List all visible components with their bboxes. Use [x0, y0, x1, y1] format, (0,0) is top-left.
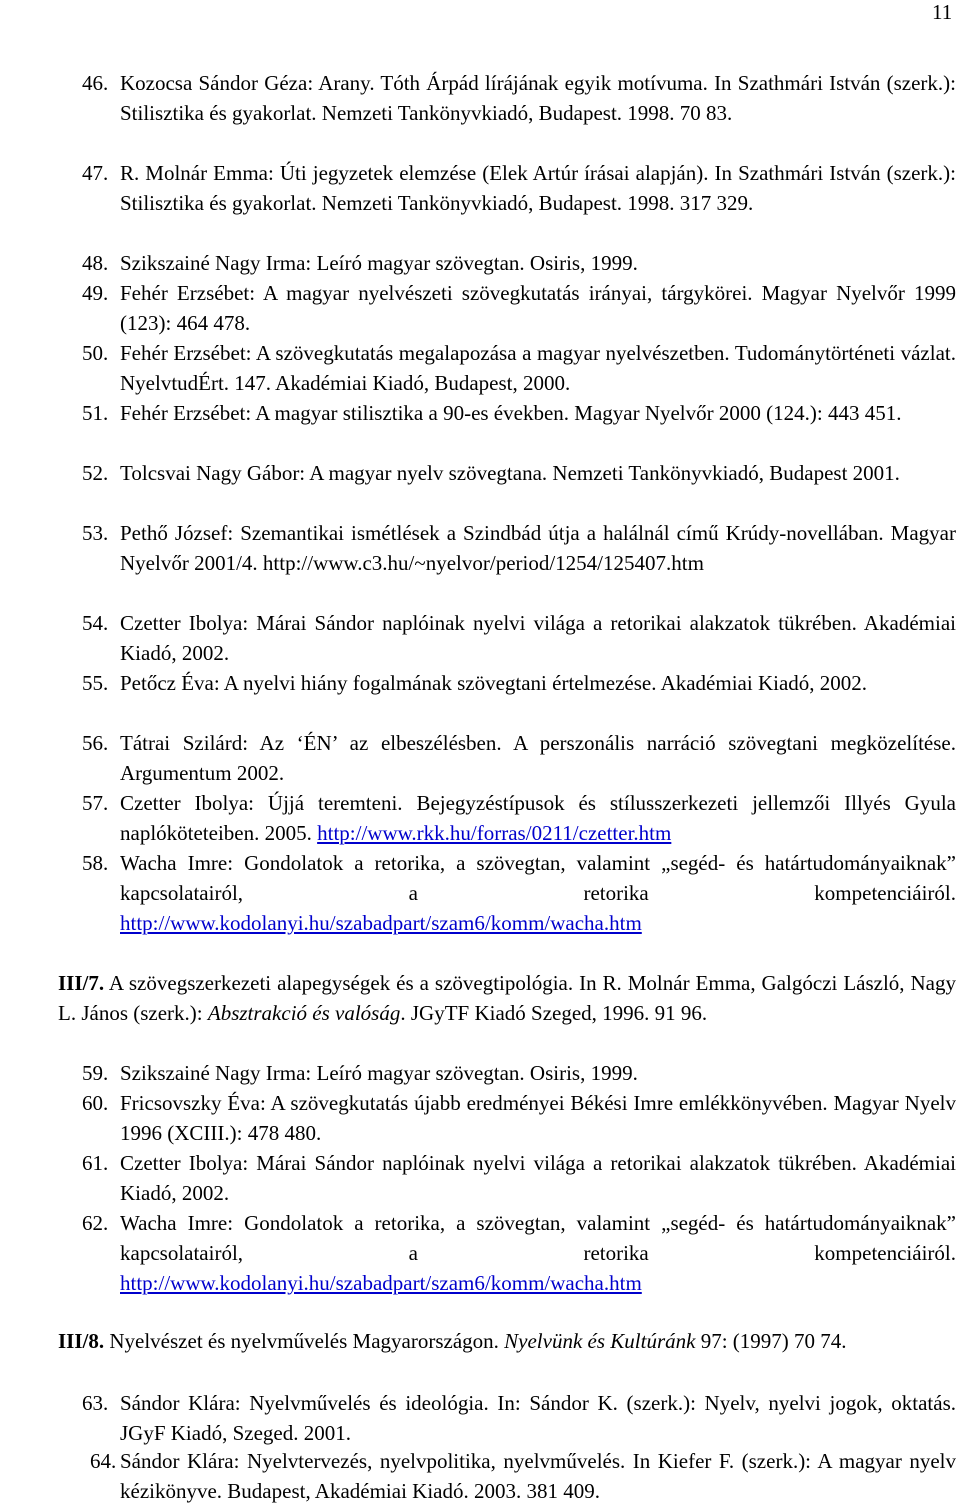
- reference-item: [82, 248, 956, 278]
- reference-number: 59.: [82, 1061, 109, 1085]
- reference-item: [82, 668, 956, 698]
- reference-item: [82, 278, 956, 338]
- reference-number: 48.: [82, 251, 109, 275]
- reference-number: 55.: [82, 671, 109, 695]
- reference-number: 60.: [82, 1091, 109, 1115]
- reference-item: [82, 608, 956, 668]
- reference-text: Kozocsa Sándor Géza: Arany. Tóth Árpád lírájának egyik motívuma. In Szathmári István (szerk.): Stilisztika és gyakorlat. Nemzeti Tankönyvkiadó, Budapest. 1998. 70 83.: [120, 71, 956, 125]
- reference-item: [82, 1088, 956, 1148]
- reference-item: [82, 68, 956, 128]
- reference-text: Sándor Klára: Nyelvtervezés, nyelvpolitika, nyelvművelés. In Kiefer F. (szerk.): A magyar nyelv kézikönyve. Budapest, Akadémiai Kiadó. 2003. 381 409.: [120, 1449, 956, 1503]
- reference-number: 50.: [82, 341, 109, 365]
- reference-number: 46.: [82, 71, 109, 95]
- reference-text: Fehér Erzsébet: A magyar nyelvészeti szövegkutatás irányai, tárgykörei. Magyar Nyelvőr 1999 (123): 464 478.: [120, 281, 956, 335]
- reference-item: [82, 1148, 956, 1208]
- reference-number: 57.: [82, 791, 109, 815]
- section-italic-title: Absztrakció és valóság: [207, 1001, 401, 1025]
- reference-number: 52.: [82, 461, 109, 485]
- section-italic-title: Nyelvünk és Kultúránk: [504, 1329, 696, 1353]
- reference-text: R. Molnár Emma: Úti jegyzetek elemzése (Elek Artúr írásai alapján). In Szathmári István (szerk.): Stilisztika és gyakorlat. Nemzeti Tankönyvkiadó, Budapest. 1998. 317 329.: [120, 161, 956, 215]
- reference-number: 63.: [82, 1391, 109, 1415]
- reference-item: [82, 1446, 956, 1506]
- reference-item: [82, 458, 956, 488]
- reference-item: [82, 1388, 956, 1448]
- reference-item: [82, 728, 956, 788]
- reference-item: [82, 158, 956, 218]
- reference-text: [120, 788, 956, 848]
- section-number: III/8.: [58, 1329, 105, 1353]
- reference-link[interactable]: http://www.kodolanyi.hu/szabadpart/szam6/komm/wacha.htm: [120, 911, 642, 935]
- section-text: A szövegszerkezeti alapegységek és a szövegtipológia. In R. Molnár Emma, Galgóczi László, Nagy L. János (szerk.):: [58, 971, 956, 1025]
- page-number: 11: [932, 0, 953, 24]
- reference-item: [82, 1208, 956, 1298]
- reference-number: 53.: [82, 521, 109, 545]
- reference-item: [82, 1058, 956, 1088]
- section-text-tail: 97: (1997) 70 74.: [695, 1329, 847, 1353]
- reference-text: [120, 848, 956, 938]
- reference-item: [82, 788, 956, 848]
- reference-link[interactable]: http://www.kodolanyi.hu/szabadpart/szam6/komm/wacha.htm: [120, 1271, 642, 1295]
- reference-body: Czetter Ibolya: Újjá teremteni. Bejegyzéstípusok és stílusszerkezeti jellemzői Illyés Gyula naplóköteteiben. 2005.: [120, 791, 956, 845]
- reference-number: 58.: [82, 851, 109, 875]
- reference-text: Szikszainé Nagy Irma: Leíró magyar szövegtan. Osiris, 1999.: [120, 251, 638, 275]
- reference-body: Wacha Imre: Gondolatok a retorika, a szövegtan, valamint „segéd- és határtudományaiknak” kapcsolatairól, a retorika kompetenciáiról.: [120, 851, 956, 905]
- reference-text: Szikszainé Nagy Irma: Leíró magyar szövegtan. Osiris, 1999.: [120, 1061, 638, 1085]
- reference-text: Fehér Erzsébet: A szövegkutatás megalapozása a magyar nyelvészetben. Tudománytörténeti vázlat. NyelvtudÉrt. 147. Akadémiai Kiadó, Budapest, 2000.: [120, 341, 956, 395]
- reference-number: 61.: [82, 1151, 109, 1175]
- reference-number: 56.: [82, 731, 109, 755]
- reference-number: 51.: [82, 401, 109, 425]
- reference-link[interactable]: http://www.rkk.hu/forras/0211/czetter.htm: [317, 821, 672, 845]
- reference-item: [82, 848, 956, 938]
- reference-text: [120, 1208, 956, 1298]
- reference-text: Czetter Ibolya: Márai Sándor naplóinak nyelvi világa a retorikai alakzatok tükrében. Akadémiai Kiadó, 2002.: [120, 611, 956, 665]
- reference-number: 49.: [82, 281, 109, 305]
- reference-text: Fehér Erzsébet: A magyar stilisztika a 90-es években. Magyar Nyelvőr 2000 (124.): 443 451.: [120, 401, 902, 425]
- reference-text: Czetter Ibolya: Márai Sándor naplóinak nyelvi világa a retorikai alakzatok tükrében. Akadémiai Kiadó, 2002.: [120, 1151, 956, 1205]
- section-heading-iii-8: [58, 1326, 956, 1356]
- reference-item: [82, 338, 956, 398]
- reference-body: Wacha Imre: Gondolatok a retorika, a szövegtan, valamint „segéd- és határtudományaiknak” kapcsolatairól, a retorika kompetenciáiról.: [120, 1211, 956, 1265]
- section-text: Nyelvészet és nyelvművelés Magyarországon.: [104, 1329, 505, 1353]
- section-number: III/7.: [58, 971, 105, 995]
- section-text-tail: . JGyTF Kiadó Szeged, 1996. 91 96.: [400, 1001, 708, 1025]
- reference-text: Petőcz Éva: A nyelvi hiány fogalmának szövegtani értelmezése. Akadémiai Kiadó, 2002.: [120, 671, 868, 695]
- reference-text: Fricsovszky Éva: A szövegkutatás újabb eredményei Békési Imre emlékkönyvében. Magyar Nyelv 1996 (XCIII.): 478 480.: [120, 1091, 956, 1145]
- reference-number: 54.: [82, 611, 109, 635]
- reference-number: 47.: [82, 161, 109, 185]
- section-heading-iii-7: [58, 968, 956, 1028]
- reference-item: [82, 398, 956, 428]
- reference-number: 64.: [90, 1449, 117, 1473]
- reference-text: Sándor Klára: Nyelvművelés és ideológia. In: Sándor K. (szerk.): Nyelv, nyelvi jogok, oktatás. JGyF Kiadó, Szeged. 2001.: [120, 1391, 956, 1445]
- reference-text: Tolcsvai Nagy Gábor: A magyar nyelv szövegtana. Nemzeti Tankönyvkiadó, Budapest 2001.: [120, 461, 900, 485]
- reference-item: [82, 518, 956, 578]
- reference-text: Pethő József: Szemantikai ismétlések a Szindbád útja a halálnál című Krúdy-novellában. Magyar Nyelvőr 2001/4. http://www.c3.hu/~nyelvor/period/1254/125407.htm: [120, 521, 956, 575]
- reference-text: Tátrai Szilárd: Az ‘ÉN’ az elbeszélésben. A perszonális narráció szövegtani megközelítése. Argumentum 2002.: [120, 731, 956, 785]
- reference-number: 62.: [82, 1211, 109, 1235]
